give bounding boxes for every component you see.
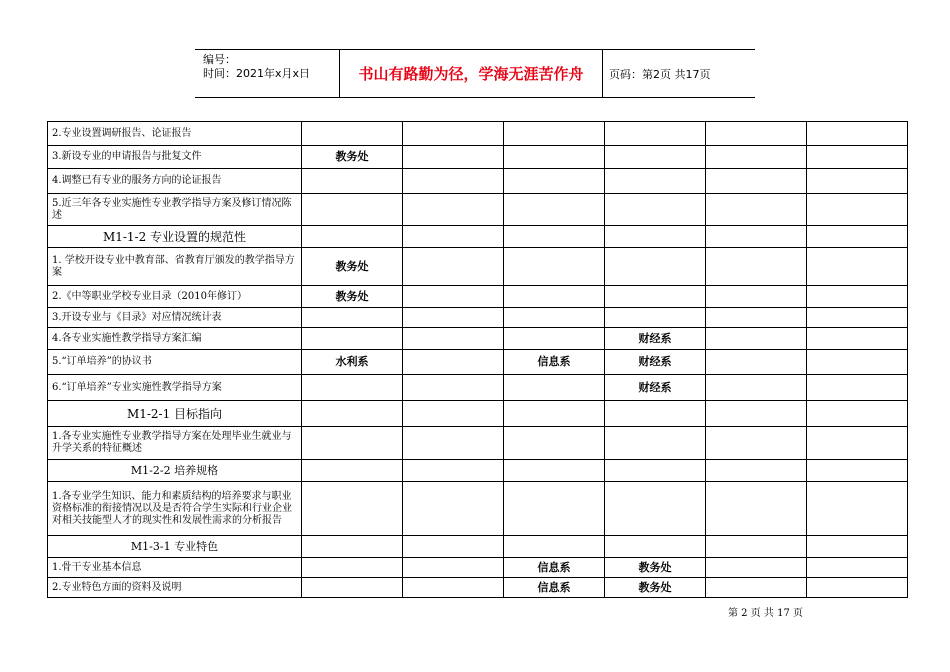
department-cell	[605, 427, 706, 460]
section-heading: M1-1-2 专业设置的规范性	[48, 226, 302, 248]
department-cell	[403, 375, 504, 401]
department-cell	[302, 169, 403, 194]
department-cell	[605, 482, 706, 536]
table-row	[48, 375, 908, 401]
item-label: 5.“订单培养”的协议书	[48, 350, 302, 375]
number-label: 编号：	[203, 53, 236, 66]
department-cell	[302, 536, 403, 558]
department-cell	[504, 328, 605, 350]
department-cell	[706, 460, 807, 482]
department-cell	[807, 286, 908, 308]
header-page-info: 页码：第2页 共17页	[609, 67, 711, 81]
table-row	[48, 146, 908, 169]
department-cell: 教务处	[302, 146, 403, 169]
department-cell	[807, 122, 908, 146]
department-cell	[807, 248, 908, 286]
department-cell	[504, 122, 605, 146]
department-cell: 教务处	[605, 558, 706, 578]
department-cell	[706, 146, 807, 169]
table-row	[48, 350, 908, 375]
department-cell	[504, 248, 605, 286]
department-cell	[706, 226, 807, 248]
department-cell	[504, 286, 605, 308]
department-cell	[302, 375, 403, 401]
item-label: 6.“订单培养”专业实施性教学指导方案	[48, 375, 302, 401]
department-cell	[302, 226, 403, 248]
department-cell	[504, 375, 605, 401]
department-cell	[605, 169, 706, 194]
department-cell	[807, 226, 908, 248]
department-cell	[706, 578, 807, 598]
department-cell: 财经系	[605, 350, 706, 375]
department-cell	[403, 460, 504, 482]
department-cell	[302, 328, 403, 350]
department-cell	[605, 308, 706, 328]
department-cell	[403, 401, 504, 427]
department-cell	[706, 286, 807, 308]
table-row	[48, 578, 908, 598]
department-cell	[403, 169, 504, 194]
department-cell	[807, 375, 908, 401]
department-cell	[403, 328, 504, 350]
department-cell	[403, 286, 504, 308]
table-row	[48, 536, 908, 558]
department-cell	[706, 427, 807, 460]
department-cell: 信息系	[504, 578, 605, 598]
department-cell	[605, 248, 706, 286]
department-cell	[403, 146, 504, 169]
department-cell	[403, 427, 504, 460]
section-heading: M1-3-1 专业特色	[48, 536, 302, 558]
department-cell	[706, 169, 807, 194]
table-row	[48, 401, 908, 427]
department-cell	[302, 578, 403, 598]
item-label: 5.近三年各专业实施性专业教学指导方案及修订情况陈述	[48, 194, 302, 226]
table-row	[48, 194, 908, 226]
department-cell	[706, 248, 807, 286]
department-cell	[605, 536, 706, 558]
department-cell	[605, 401, 706, 427]
item-label: 1.各专业实施性专业教学指导方案在处理毕业生就业与升学关系的特征概述	[48, 427, 302, 460]
department-cell	[605, 286, 706, 308]
section-heading: M1-2-1 目标指向	[48, 401, 302, 427]
table-row	[48, 427, 908, 460]
department-cell	[403, 248, 504, 286]
page-header	[195, 49, 755, 98]
resource-table	[47, 121, 908, 598]
department-cell	[706, 308, 807, 328]
department-cell: 信息系	[504, 558, 605, 578]
department-cell	[706, 328, 807, 350]
department-cell: 水利系	[302, 350, 403, 375]
department-cell	[807, 578, 908, 598]
department-cell	[706, 375, 807, 401]
department-cell	[706, 194, 807, 226]
department-cell: 财经系	[605, 328, 706, 350]
department-cell	[504, 460, 605, 482]
department-cell	[403, 350, 504, 375]
table-row	[48, 558, 908, 578]
department-cell	[504, 226, 605, 248]
department-cell	[807, 401, 908, 427]
item-label: 2.专业特色方面的资料及说明	[48, 578, 302, 598]
time-label: 时间：2021年x月x日	[203, 67, 311, 80]
department-cell	[504, 146, 605, 169]
table-row	[48, 286, 908, 308]
department-cell	[807, 169, 908, 194]
department-cell	[403, 226, 504, 248]
department-cell	[504, 536, 605, 558]
department-cell	[605, 122, 706, 146]
item-label: 1. 学校开设专业中教育部、省教育厅颁发的教学指导方案	[48, 248, 302, 286]
department-cell	[807, 558, 908, 578]
department-cell	[807, 427, 908, 460]
department-cell: 教务处	[605, 578, 706, 598]
department-cell	[706, 482, 807, 536]
department-cell	[302, 401, 403, 427]
department-cell	[403, 482, 504, 536]
department-cell	[403, 558, 504, 578]
department-cell	[403, 122, 504, 146]
department-cell	[706, 350, 807, 375]
department-cell	[605, 146, 706, 169]
department-cell	[605, 194, 706, 226]
department-cell	[403, 536, 504, 558]
table-row	[48, 248, 908, 286]
item-label: 3.新设专业的申请报告与批复文件	[48, 146, 302, 169]
department-cell	[706, 401, 807, 427]
table-row	[48, 122, 908, 146]
department-cell	[605, 460, 706, 482]
department-cell	[504, 401, 605, 427]
page-footer: 第 2 页 共 17 页	[728, 608, 803, 619]
department-cell	[605, 226, 706, 248]
department-cell: 教务处	[302, 248, 403, 286]
department-cell	[302, 558, 403, 578]
item-label: 1.各专业学生知识、能力和素质结构的培养要求与职业资格标准的衔接情况以及是否符合学生实际和行业企业对相关技能型人才的现实性和发展性需求的分析报告	[48, 482, 302, 536]
department-cell	[302, 122, 403, 146]
item-label: 2.《中等职业学校专业目录（2010年修订）	[48, 286, 302, 308]
department-cell	[302, 460, 403, 482]
department-cell	[403, 578, 504, 598]
item-label: 4.各专业实施性教学指导方案汇编	[48, 328, 302, 350]
department-cell	[807, 460, 908, 482]
department-cell	[302, 482, 403, 536]
department-cell	[807, 146, 908, 169]
department-cell	[807, 536, 908, 558]
department-cell: 信息系	[504, 350, 605, 375]
department-cell	[504, 482, 605, 536]
table-row	[48, 226, 908, 248]
department-cell	[807, 308, 908, 328]
table-row	[48, 169, 908, 194]
department-cell: 财经系	[605, 375, 706, 401]
department-cell	[403, 194, 504, 226]
item-label: 1.骨干专业基本信息	[48, 558, 302, 578]
table-row	[48, 460, 908, 482]
department-cell	[807, 194, 908, 226]
department-cell	[504, 194, 605, 226]
department-cell	[302, 308, 403, 328]
department-cell	[807, 482, 908, 536]
department-cell	[706, 122, 807, 146]
department-cell	[403, 308, 504, 328]
section-heading: M1-2-2 培养规格	[48, 460, 302, 482]
department-cell	[302, 194, 403, 226]
department-cell: 教务处	[302, 286, 403, 308]
department-cell	[504, 169, 605, 194]
department-cell	[807, 350, 908, 375]
header-meta	[195, 50, 340, 97]
table-row	[48, 308, 908, 328]
department-cell	[807, 328, 908, 350]
department-cell	[504, 308, 605, 328]
item-label: 2.专业设置调研报告、论证报告	[48, 122, 302, 146]
header-motto: 书山有路勤为径，学海无涯苦作舟	[340, 50, 603, 97]
item-label: 3.开设专业与《目录》对应情况统计表	[48, 308, 302, 328]
item-label: 4.调整已有专业的服务方向的论证报告	[48, 169, 302, 194]
department-cell	[504, 427, 605, 460]
department-cell	[706, 536, 807, 558]
department-cell	[706, 558, 807, 578]
table-row	[48, 482, 908, 536]
department-cell	[302, 427, 403, 460]
table-row	[48, 328, 908, 350]
